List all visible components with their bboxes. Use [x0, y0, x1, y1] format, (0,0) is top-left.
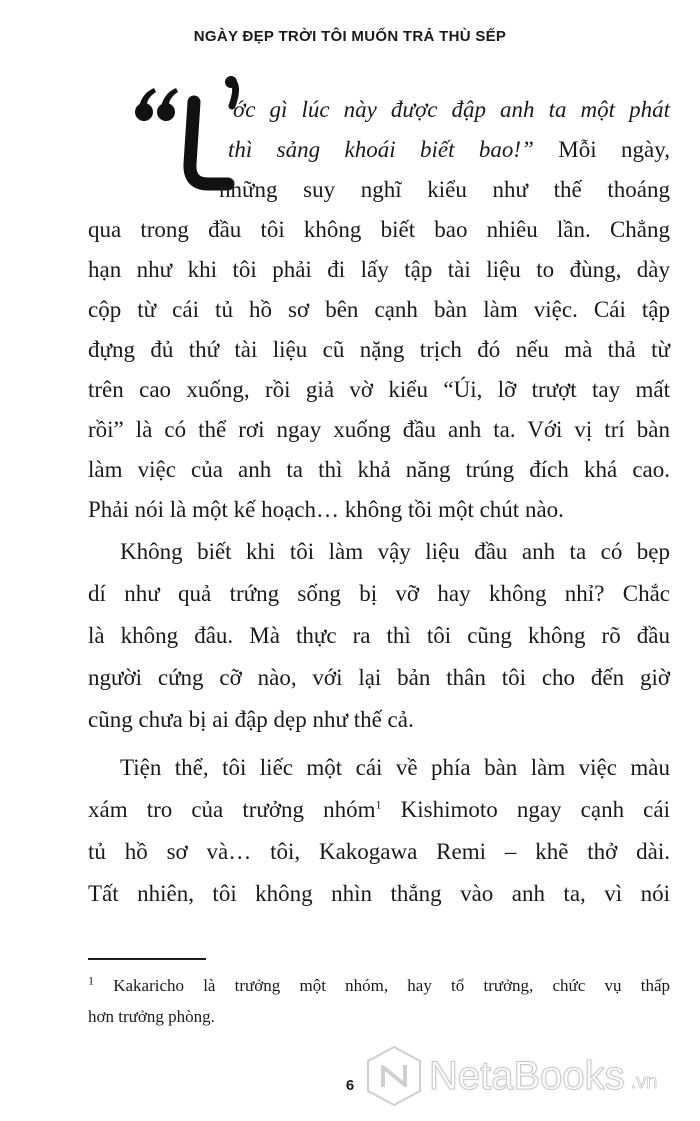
text-line: người cứng cỡ nào, với lại bản thân tôi cho đến giờ — [88, 665, 670, 690]
text-line: đựng đủ thứ tài liệu cũ nặng trịch đó nếu mà thả từ — [88, 337, 670, 362]
text-line: qua trong đầu tôi không biết bao nhiêu lần. Chẳng — [88, 217, 670, 242]
text-line: tủ hồ sơ và… tôi, Kakogawa Remi – khẽ thở dài. — [88, 839, 670, 864]
text-line: làm việc của anh ta thì khả năng trúng đích khá cao. — [88, 457, 670, 482]
text-span: Kakaricho là trưởng một nhóm, hay tổ trưởng, chức vụ thấp — [94, 976, 670, 995]
footnote-divider — [88, 958, 206, 960]
text-span: xám tro của trưởng nhóm — [88, 797, 376, 822]
text-line: ớc gì lúc này được đập anh ta một phát — [233, 97, 670, 122]
text-line — [228, 136, 670, 164]
text-line: cộp từ cái tủ hồ sơ bên cạnh bàn làm việc. Cái tập — [88, 297, 670, 322]
text-line: những suy nghĩ kiểu như thế thoáng — [219, 177, 670, 202]
text-span: Kishimoto ngay cạnh cái — [381, 797, 670, 822]
quote-end: thì sảng khoái biết bao!” — [228, 137, 534, 162]
watermark — [365, 1045, 657, 1107]
text-line: dí như quả trứng sống bị vỡ hay không nhỉ? Chắc — [88, 581, 670, 606]
footnote-line — [88, 975, 670, 997]
watermark-brand: NetaBooks — [429, 1053, 625, 1098]
text-line: rồi” là có thể rơi ngay xuống đầu anh ta. Với vị trí bàn — [88, 417, 670, 442]
footnote-number: 1 — [88, 973, 94, 988]
netabooks-logo-icon — [365, 1045, 423, 1107]
text-line — [88, 796, 670, 824]
text-line: Tất nhiên, tôi không nhìn thẳng vào anh ta, vì nói — [88, 881, 670, 906]
footnote-ref: 1 — [375, 797, 382, 812]
text-line: là không đâu. Mà thực ra thì tôi cũng không rõ đầu — [88, 623, 670, 648]
footnote-line: hơn trưởng phòng. — [88, 1007, 215, 1026]
text-line: hạn như khi tôi phải đi lấy tập tài liệu to đùng, dày — [88, 257, 670, 282]
page-number: 6 — [345, 1077, 355, 1094]
text-line: Phải nói là một kế hoạch… không tồi một chút nào. — [88, 497, 564, 522]
text-span: Mỗi ngày, — [533, 137, 670, 162]
text-line: cũng chưa bị ai đập dẹp như thế cả. — [88, 707, 414, 732]
text-line: Tiện thể, tôi liếc một cái về phía bàn làm việc màu — [120, 755, 670, 780]
running-header: NGÀY ĐẸP TRỜI TÔI MUỐN TRẢ THÙ SẾP — [193, 28, 507, 45]
text-line: trên cao xuống, rồi giả vờ kiểu “Úi, lỡ trượt tay mất — [88, 377, 670, 402]
watermark-suffix: .vn — [630, 1070, 658, 1093]
text-line: Không biết khi tôi làm vậy liệu đầu anh ta có bẹp — [120, 539, 670, 564]
